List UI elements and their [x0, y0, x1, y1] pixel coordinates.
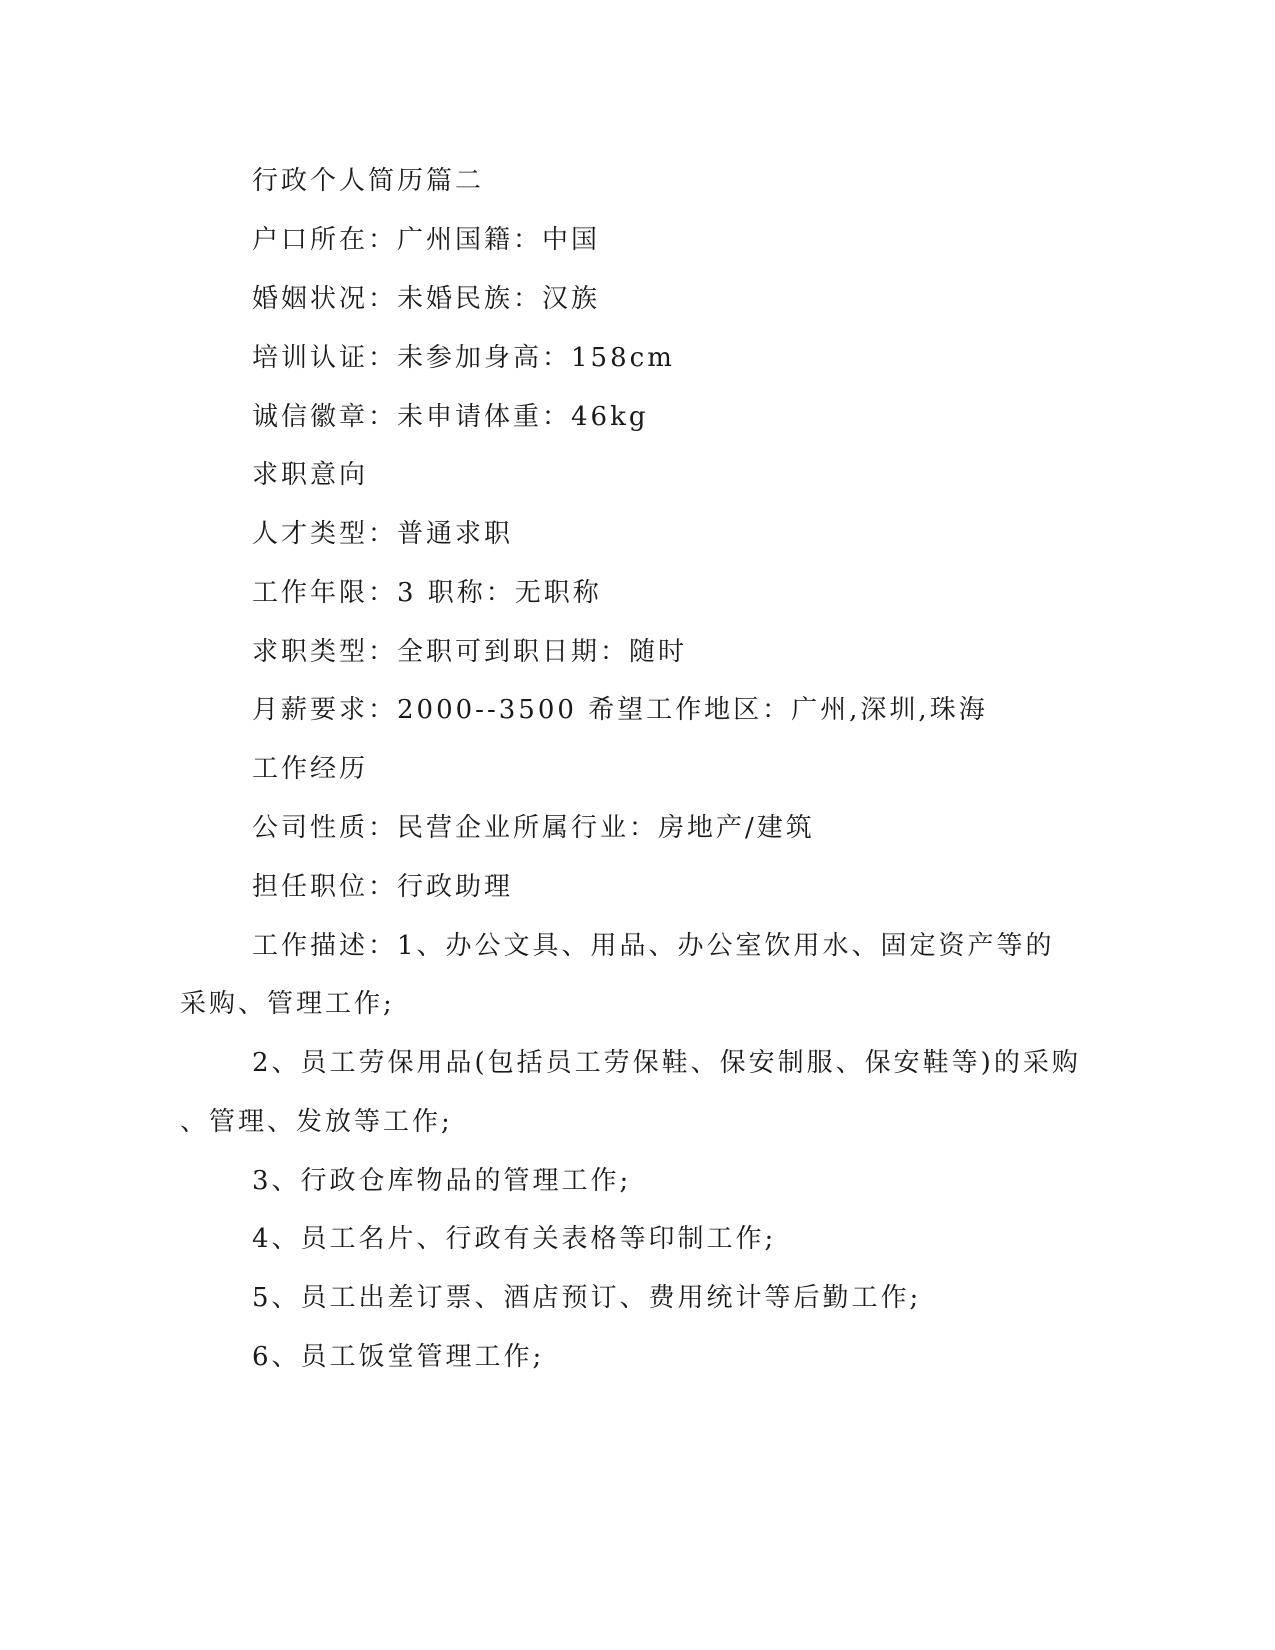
document-title: 行政个人简历篇二 [252, 166, 485, 196]
info-marital-ethnicity: 婚姻状况：未婚民族：汉族 [252, 284, 601, 314]
duty-item-2-line-1: 2、员工劳保用品(包括员工劳保鞋、保安制服、保安鞋等)的采购 [252, 1048, 1081, 1078]
info-training-height: 培训认证：未参加身高：158cm [252, 343, 675, 373]
work-position: 担任职位：行政助理 [252, 872, 514, 902]
duty-item-1-line-2: 采购、管理工作; [180, 989, 395, 1019]
info-badge-weight: 诚信徽章：未申请体重：46kg [252, 402, 649, 432]
job-intention-talent-type: 人才类型：普通求职 [252, 519, 514, 549]
duty-item-5: 5、员工出差订票、酒店预订、费用统计等后勤工作; [252, 1283, 922, 1313]
job-intention-years-title: 工作年限：3 职称：无职称 [252, 578, 602, 608]
duty-item-3: 3、行政仓库物品的管理工作; [252, 1166, 632, 1196]
job-intention-salary-location: 月薪要求：2000--3500 希望工作地区：广州,深圳,珠海 [252, 695, 988, 725]
job-intention-type-date: 求职类型：全职可到职日期：随时 [252, 637, 688, 667]
section-heading-job-intention: 求职意向 [252, 460, 369, 490]
info-household-nationality: 户口所在：广州国籍：中国 [252, 225, 601, 255]
duty-item-4: 4、员工名片、行政有关表格等印制工作; [252, 1224, 777, 1254]
section-heading-work-experience: 工作经历 [252, 754, 369, 784]
duty-item-6: 6、员工饭堂管理工作; [252, 1342, 545, 1372]
work-company-industry: 公司性质：民营企业所属行业：房地产/建筑 [252, 813, 815, 843]
duty-item-1-line-1: 工作描述：1、办公文具、用品、办公室饮用水、固定资产等的 [252, 931, 1055, 961]
duty-item-2-line-2: 、管理、发放等工作; [180, 1107, 453, 1137]
